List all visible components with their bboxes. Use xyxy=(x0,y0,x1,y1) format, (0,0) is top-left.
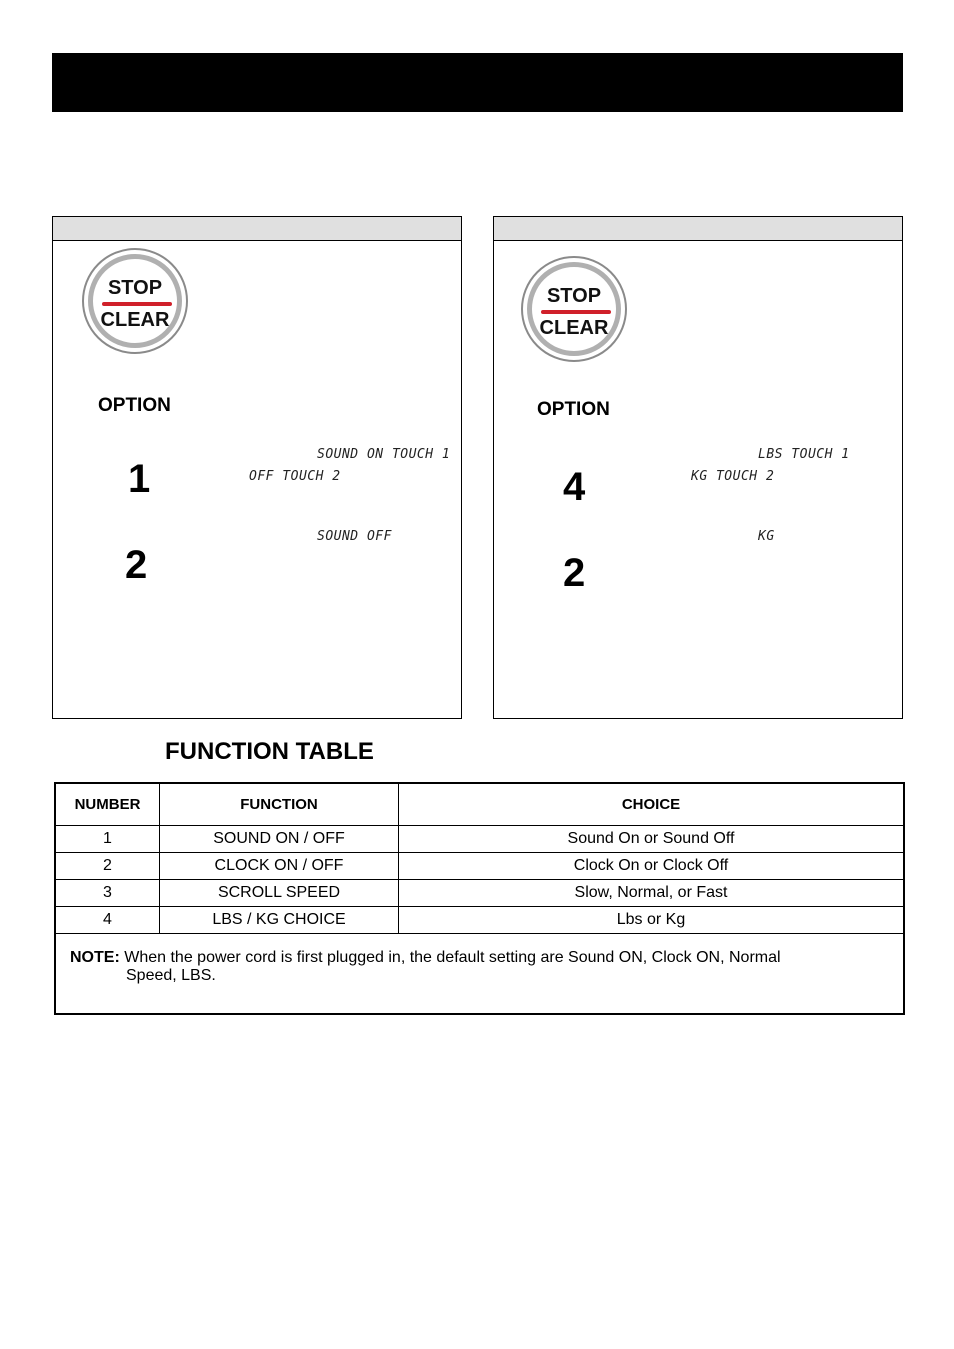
display-text: OFF TOUCH 2 xyxy=(249,469,341,484)
number-key-2[interactable]: 2 xyxy=(125,543,148,587)
cell-number: 3 xyxy=(56,880,160,907)
cell-choice: Lbs or Kg xyxy=(399,907,904,934)
red-divider-line xyxy=(102,302,172,306)
header-bar xyxy=(52,53,903,112)
display-text: SOUND ON TOUCH 1 xyxy=(317,447,451,462)
header-number: NUMBER xyxy=(56,784,160,826)
cell-number: 4 xyxy=(56,907,160,934)
display-text: KG xyxy=(758,529,775,544)
panel-header xyxy=(53,217,461,241)
cell-choice: Sound On or Sound Off xyxy=(399,826,904,853)
cell-function: SOUND ON / OFF xyxy=(160,826,399,853)
clear-label: CLEAR xyxy=(100,309,170,331)
function-table-title: FUNCTION TABLE xyxy=(165,738,374,765)
cell-function: CLOCK ON / OFF xyxy=(160,853,399,880)
cell-number: 1 xyxy=(56,826,160,853)
note-label: NOTE: xyxy=(70,949,120,966)
stop-clear-button[interactable] xyxy=(521,256,627,362)
table-row xyxy=(56,853,903,880)
number-key-2[interactable]: 2 xyxy=(563,551,586,595)
table-header-row xyxy=(56,784,903,826)
note-text-continued: Speed, LBS. xyxy=(126,967,216,984)
stop-clear-button[interactable] xyxy=(82,248,188,354)
stop-label: STOP xyxy=(546,285,602,307)
table-row xyxy=(56,826,903,853)
cell-choice: Slow, Normal, or Fast xyxy=(399,880,904,907)
clear-label: CLEAR xyxy=(539,317,609,339)
table-row xyxy=(56,880,903,907)
function-table xyxy=(54,782,905,1015)
cell-number: 2 xyxy=(56,853,160,880)
header-choice: CHOICE xyxy=(399,784,904,826)
instruction-panel-sound xyxy=(52,216,462,719)
display-text: SOUND OFF xyxy=(317,529,392,544)
cell-choice: Clock On or Clock Off xyxy=(399,853,904,880)
button-ring xyxy=(88,254,182,348)
cell-function: SCROLL SPEED xyxy=(160,880,399,907)
cell-function: LBS / KG CHOICE xyxy=(160,907,399,934)
number-key-1[interactable]: 1 xyxy=(128,457,151,501)
table-row xyxy=(56,907,903,934)
table-note xyxy=(70,949,870,985)
option-button-label[interactable]: OPTION xyxy=(537,399,610,420)
header-function: FUNCTION xyxy=(160,784,399,826)
red-divider-line xyxy=(541,310,611,314)
display-text: LBS TOUCH 1 xyxy=(758,447,850,462)
option-button-label[interactable]: OPTION xyxy=(98,395,171,416)
note-text: When the power cord is first plugged in, the default setting are Sound ON, Clock ON, Normal xyxy=(124,949,781,966)
button-ring xyxy=(527,262,621,356)
display-text: KG TOUCH 2 xyxy=(691,469,775,484)
number-key-4[interactable]: 4 xyxy=(563,465,586,509)
panel-header xyxy=(494,217,902,241)
stop-label: STOP xyxy=(107,277,163,299)
instruction-panel-weight xyxy=(493,216,903,719)
